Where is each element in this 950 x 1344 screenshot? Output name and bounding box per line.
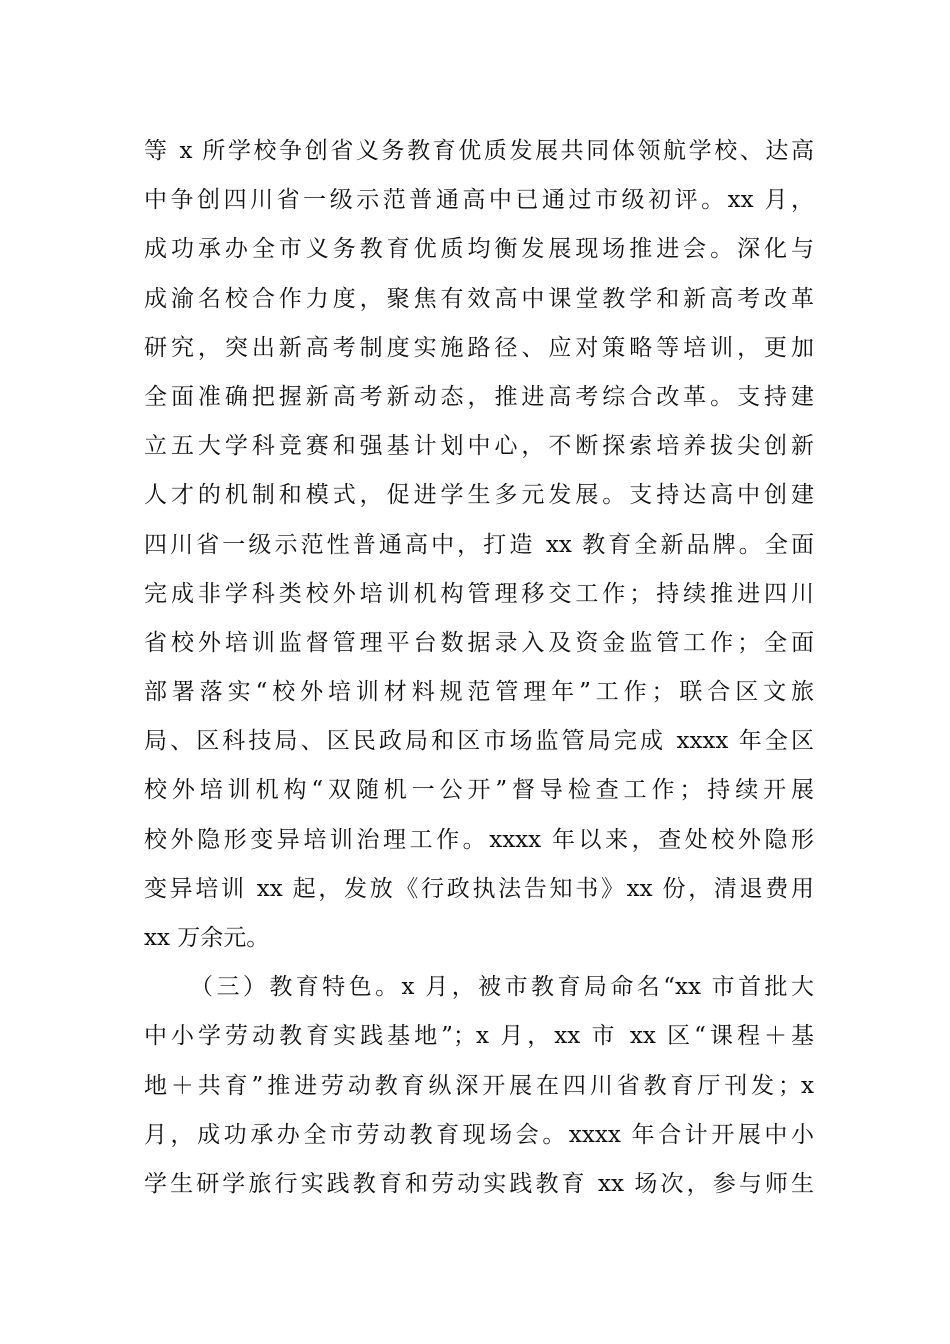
paragraph-education-quality [144, 127, 814, 963]
text-line: （三）教育特色。x 月，被市教育局命名“xx 市首批大 [190, 974, 814, 1001]
text-line: 局、区科技局、区民政局和区市场监管局完成 xxxx 年全区 [144, 728, 814, 755]
document-body [144, 127, 814, 1209]
text-line: 完成非学科类校外培训机构管理移交工作；持续推进四川 [144, 580, 814, 607]
text-line: 省校外培训监督管理平台数据录入及资金监管工作；全面 [144, 629, 814, 656]
text-line: 校外培训机构“双随机一公开”督导检查工作；持续开展 [144, 777, 814, 804]
text-line: 地＋共育”推进劳动教育纵深开展在四川省教育厅刊发；x [144, 1072, 814, 1099]
text-line: 中争创四川省一级示范普通高中已通过市级初评。xx 月， [144, 187, 814, 214]
text-line: 月，成功承办全市劳动教育现场会。xxxx 年合计开展中小 [144, 1121, 814, 1148]
text-line: 全面准确把握新高考新动态，推进高考综合改革。支持建 [144, 383, 814, 410]
paragraph-education-features [144, 963, 814, 1209]
text-line: 研究，突出新高考制度实施路径、应对策略等培训，更加 [144, 334, 814, 361]
text-line: 四川省一级示范性普通高中，打造 xx 教育全新品牌。全面 [144, 531, 814, 558]
text-line: 变异培训 xx 起，发放《行政执法告知书》xx 份，清退费用 [144, 875, 814, 902]
text-line: 学生研学旅行实践教育和劳动实践教育 xx 场次，参与师生 [144, 1170, 814, 1197]
text-line: 部署落实“校外培训材料规范管理年”工作；联合区文旅 [144, 679, 814, 706]
text-line: 立五大学科竞赛和强基计划中心，不断探索培养拔尖创新 [144, 433, 814, 460]
text-line: 中小学劳动教育实践基地”；x 月，xx 市 xx 区“课程＋基 [144, 1023, 814, 1050]
text-line: 人才的机制和模式，促进学生多元发展。支持达高中创建 [144, 482, 814, 509]
text-line: 等 x 所学校争创省义务教育优质发展共同体领航学校、达高 [144, 138, 814, 164]
text-line: 成渝名校合作力度，聚焦有效高中课堂教学和新高考改革 [144, 285, 814, 312]
text-line: 成功承办全市义务教育优质均衡发展现场推进会。深化与 [144, 236, 814, 263]
text-line: 校外隐形变异培训治理工作。xxxx 年以来，查处校外隐形 [144, 826, 814, 853]
text-line: xx 万余元。 [144, 925, 270, 951]
